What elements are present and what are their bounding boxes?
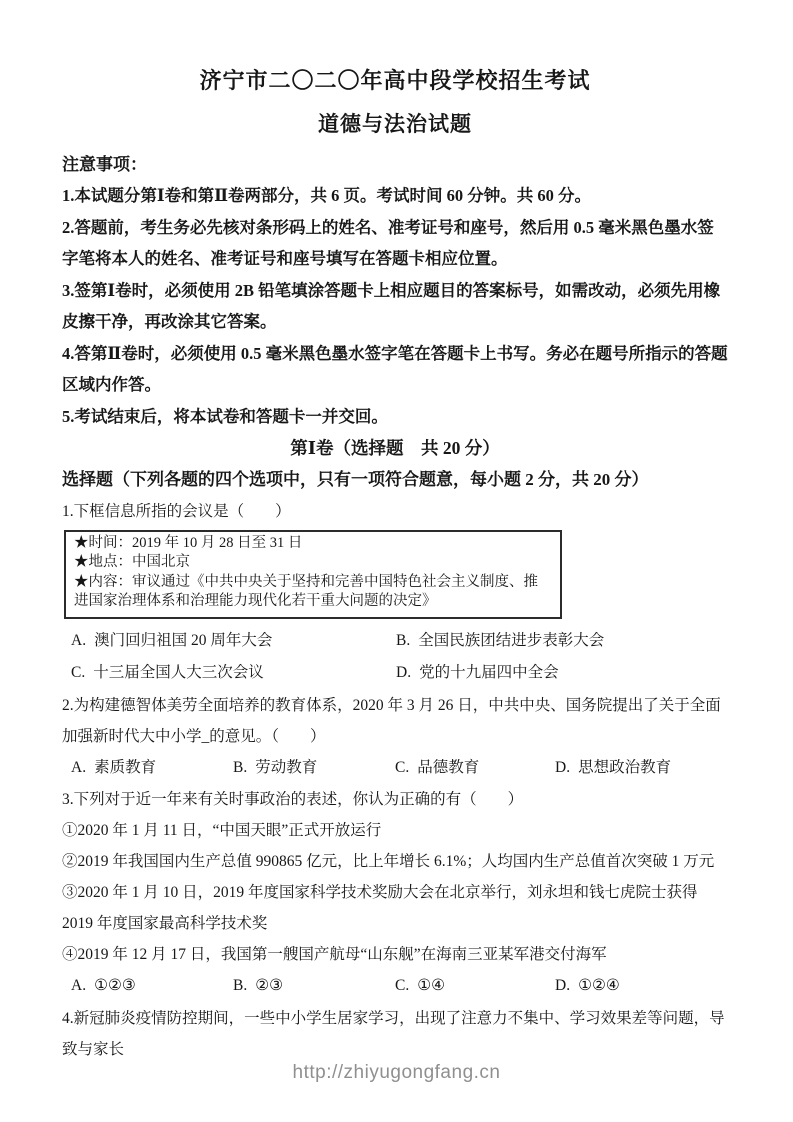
q2-option-b-label: B. [233, 758, 248, 776]
notice-item-5: 5.考试结束后，将本试卷和答题卡一并交回。 [62, 406, 388, 426]
question-3-stem: 3.下列对于近一年来有关时事政治的表述，你认为正确的有（ ） [62, 791, 524, 808]
q1-option-a-label: A. [71, 631, 87, 649]
q2-option-a-text: 素质教育 [94, 758, 157, 776]
notice-item-1: 1.本试题分第Ⅰ卷和第Ⅱ卷两部分，共 6 页。考试时间 60 分钟。共 60 分。 [62, 186, 591, 205]
q3-statement-1: ①2020 年 1 月 11 日，“中国天眼”正式开放运行 [62, 822, 382, 839]
q1-option-a-text: 澳门回归祖国 20 周年大会 [94, 631, 273, 649]
q1-option-a [71, 625, 396, 658]
q2-option-d-label: D. [555, 758, 571, 776]
q2-option-b [233, 752, 395, 785]
q3-option-d-text: ①②④ [578, 977, 620, 994]
notice-header: 注意事项： [62, 155, 147, 174]
q3-option-a-text: ①②③ [94, 977, 136, 994]
q3-option-c-label: C. [395, 977, 410, 994]
q2-option-c-text: 品德教育 [417, 758, 480, 776]
q2-option-d-text: 思想政治教育 [578, 758, 672, 776]
q2-option-a-label: A. [71, 758, 87, 776]
exam-subtitle: 道德与法治试题 [318, 112, 472, 136]
q3-option-a-label: A. [71, 977, 87, 994]
question-2-stem: 2.为构建德智体美劳全面培养的教育体系，2020 年 3 月 26 日，中共中央、国务院提出了关于全面加强新时代大中小学_的意见。（ ） [62, 696, 721, 745]
q2-option-c [395, 752, 555, 785]
section-1-heading: 第Ⅰ卷（选择题 共 20 分） [290, 438, 500, 458]
q3-option-c-text: ①④ [417, 977, 446, 994]
question-1-options [62, 625, 728, 690]
q2-option-b-text: 劳动教育 [255, 758, 318, 776]
info-box-line-place: ★地点：中国北京 [74, 554, 190, 570]
q1-option-c [71, 657, 396, 690]
q3-statement-2: ②2019 年我国国内生产总值 990865 亿元，比上年增长 6.1%；人均国内生产总值首次突破 1 万元 [62, 853, 715, 870]
q3-option-b-label: B. [233, 977, 248, 994]
q1-option-b-text: 全国民族团结进步表彰大会 [418, 631, 605, 649]
watermark-url: http://zhiyugongfang.cn [292, 1062, 501, 1083]
page-content [62, 68, 728, 1065]
notice-item-4: 4.答第Ⅱ卷时，必须使用 0.5 毫米黑色墨水签字笔在答题卡上书写。务必在题号所指示的答题区域内作答。 [62, 343, 728, 394]
notice-item-2: 2.答题前，考生务必先核对条形码上的姓名、准考证号和座号，然后用 0.5 毫米黑色墨水签字笔将本人的姓名、准考证号和座号填写在答题卡相应位置。 [62, 217, 714, 268]
q1-option-b [396, 625, 728, 658]
q3-option-d-label: D. [555, 977, 571, 994]
question-1-stem: 1.下框信息所指的会议是（ ） [62, 502, 291, 520]
question-4-stem: 4.新冠肺炎疫情防控期间，一些中小学生居家学习，出现了注意力不集中、学习效果差等问题，导致与家长 [62, 1009, 725, 1058]
notice-item-3: 3.签第Ⅰ卷时，必须使用 2B 铅笔填涂答题卡上相应题目的答案标号，如需改动，必须先用橡皮擦干净，再改涂其它答案。 [62, 280, 721, 331]
q3-option-d [555, 970, 728, 1003]
question-3-options [62, 970, 728, 1003]
q1-option-c-text: 十三届全国人大三次会议 [93, 664, 264, 681]
q3-option-c [395, 970, 555, 1003]
q1-option-b-label: B. [396, 631, 411, 649]
question-2-options [62, 752, 728, 785]
q3-option-b [233, 970, 395, 1003]
q2-option-a [71, 752, 233, 785]
q3-statement-3: ③2020 年 1 月 10 日，2019 年度国家科学技术奖励大会在北京举行，刘永坦和钱七虎院士获得 2019 年度国家最高科学技术奖 [62, 884, 698, 932]
q3-option-a [71, 970, 233, 1003]
q2-option-c-label: C. [395, 758, 410, 776]
q2-option-d [555, 752, 728, 785]
q1-option-d [396, 657, 728, 690]
question-1-info-box [64, 530, 562, 619]
q1-option-d-label: D. [396, 664, 412, 681]
q1-option-c-label: C. [71, 664, 86, 681]
q1-option-d-text: 党的十九届四中全会 [419, 664, 559, 681]
q3-option-b-text: ②③ [255, 977, 284, 994]
info-box-line-time: ★时间：2019 年 10 月 28 日至 31 日 [74, 534, 303, 551]
info-box-line-content: ★内容：审议通过《中共中央关于坚持和完善中国特色社会主义制度、推进国家治理体系和治理能力现代化若干重大问题的决定》 [74, 573, 538, 609]
exam-title: 济宁市二〇二〇年高中段学校招生考试 [199, 68, 591, 93]
q3-statement-4: ④2019 年 12 月 17 日，我国第一艘国产航母“山东舰”在海南三亚某军港交付海军 [62, 946, 607, 963]
multiple-choice-instruction: 选择题（下列各题的四个选项中，只有一项符合题意，每小题 2 分，共 20 分） [62, 470, 649, 489]
